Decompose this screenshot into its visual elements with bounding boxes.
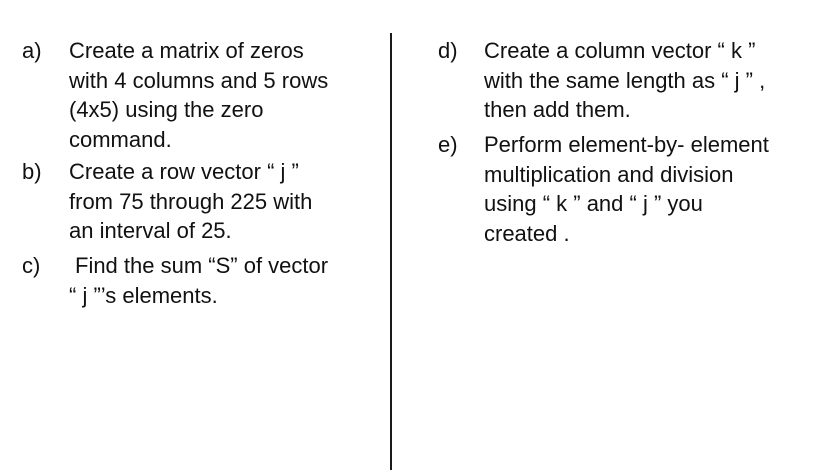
task-b-line: from 75 through 225 with [69,188,313,214]
task-a-line: Create a matrix of zeros [69,38,304,63]
task-d-label: d) [438,38,458,63]
task-e-label: e) [438,132,458,157]
task-b-line: Create a row vector “ j ” [69,159,299,184]
task-c-text [69,251,328,310]
task-a-line: with 4 columns and 5 rows [69,67,329,93]
task-e-line: created . [484,220,570,246]
task-b-label: b) [22,159,42,184]
task-d-line: with the same length as “ j ” , [484,67,766,93]
task-b-text [69,157,312,246]
task-c-label: c) [22,253,41,278]
task-e-line: Perform element-by- element [484,132,769,157]
task-b-line: an interval of 25. [69,218,232,243]
task-e-text [484,130,769,248]
task-c-line: Find the sum “S” of vector [75,253,329,278]
column-divider [390,33,392,470]
task-d-line: then add them. [484,97,631,122]
task-d-line: Create a column vector “ k ” [484,38,756,63]
task-d-text [484,36,765,125]
task-a-line: command. [69,126,172,152]
task-c-line: “ j ”’s elements. [69,282,218,308]
task-a-label: a) [22,38,42,63]
task-a-line: (4x5) using the zero [69,97,264,122]
task-e-line: multiplication and division [484,161,734,187]
task-e-line: using “ k ” and “ j ” you [484,191,703,216]
task-a-text [69,36,328,154]
